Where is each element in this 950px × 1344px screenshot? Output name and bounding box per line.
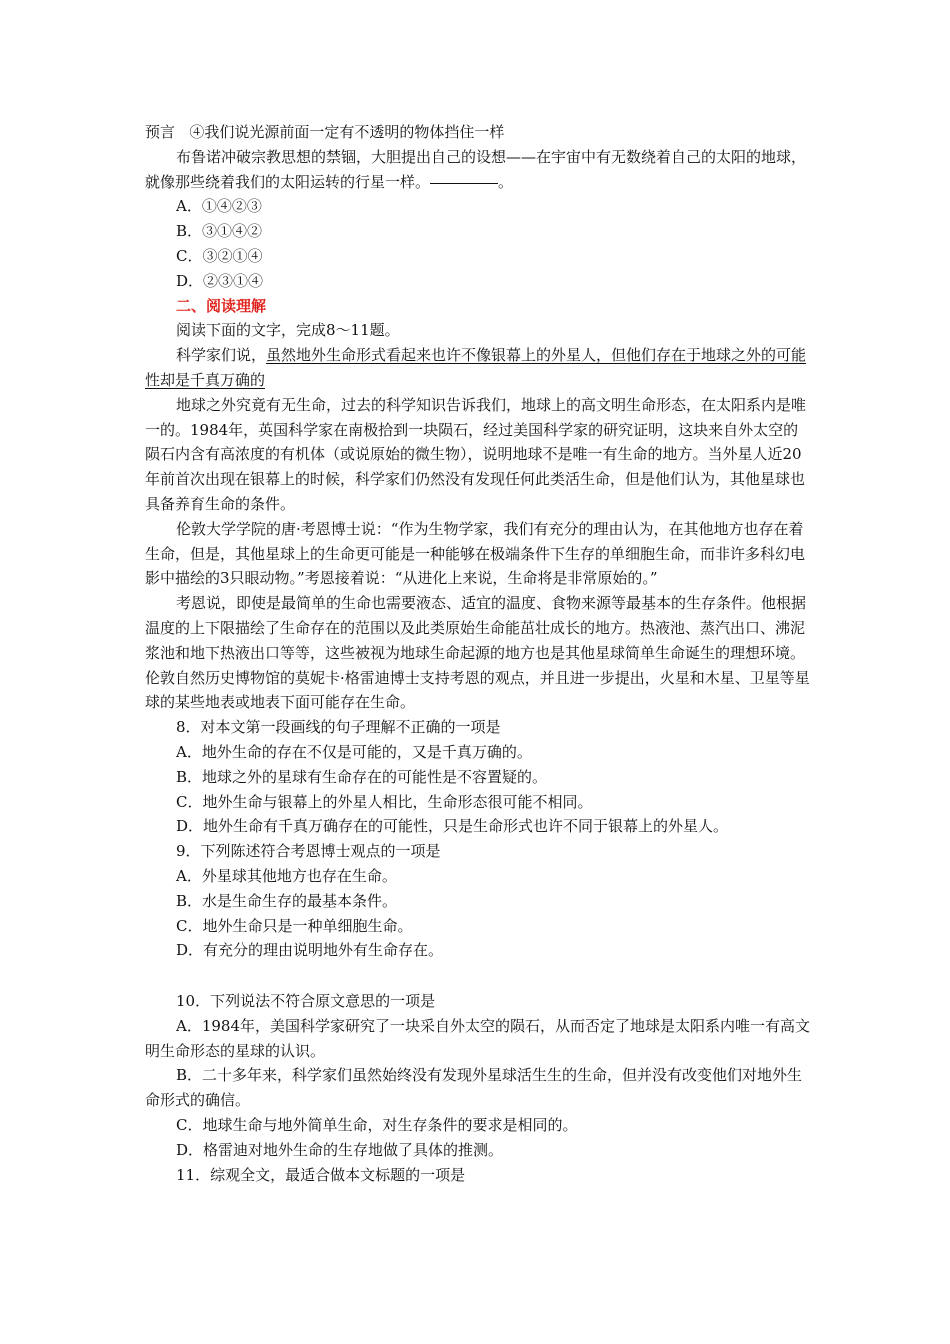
q7-option: B．③①④② (176, 222, 263, 241)
q7-option: A．①④②③ (176, 197, 262, 216)
passage-paragraph-2: 地球之外究竟有无生命，过去的科学知识告诉我们，地球上的高文明生命形态，在太阳系内是唯一的。1984年，英国科学家在南极拾到一块陨石，经过美国科学家的研究证明，这块来自外太空的陨石内含有高浓度的有机体（或说原始的微生物），说明地球不是唯一有生命的地方。当外星人近20年前首次出现在银幕上的时候，科学家们仍然没有发现任何此类活生命，但是他们认为，其他星球也具备养育生命的条件。 (145, 395, 807, 513)
q7-option: C．③②①④ (176, 246, 263, 265)
passage-paragraph-3: 伦敦大学学院的唐·考恩博士说：“作为生物学家，我们有充分的理由认为，在其他地方也存在着生命，但是，其他星球上的生命更可能是一种能够在极端条件下生存的单细胞生命，而非许多科幻电影中描绘的3只眼动物。”考恩接着说：“从进化上来说，生命将是非常原始的。” (145, 519, 806, 588)
question-8-option: C．地外生命与银幕上的外星人相比，生命形态很可能不相同。 (176, 792, 593, 811)
q7-option: D．②③①④ (176, 271, 264, 290)
question-9-stem: 9．下列陈述符合考恩博士观点的一项是 (176, 842, 441, 861)
fragment-line (145, 120, 813, 145)
reading-instruction: 阅读下面的文字，完成8～11题。 (176, 321, 400, 340)
question-10-stem: 10．下列说法不符合原文意思的一项是 (176, 992, 436, 1011)
q7-passage (145, 145, 813, 195)
question-10-option: C．地球生命与地外简单生命，对生存条件的要求是相同的。 (176, 1116, 578, 1135)
q7-passage-text: 布鲁诺冲破宗教思想的禁锢，大胆提出自己的设想——在宇宙中有无数绕着自己的太阳的地球，就像那些绕着我们的太阳运转的行星一样。 (145, 147, 807, 191)
question-9-option: C．地外生命只是一种单细胞生命。 (176, 916, 413, 935)
document-page (145, 120, 813, 1187)
question-8-option: B．地球之外的星球有生命存在的可能性是不容置疑的。 (176, 767, 548, 786)
paragraph-1-lead: 科学家们说， (176, 346, 267, 365)
question-8-option: D．地外生命有千真万确存在的可能性，只是生命形式也许不同于银幕上的外星人。 (176, 817, 729, 836)
section-heading-text: 二、阅读理解 (176, 296, 267, 315)
question-10-option: A．1984年，美国科学家研究了一块采自外太空的陨石，从而否定了地球是太阳系内唯一有高文明生命形态的星球的认识。 (145, 1016, 811, 1060)
answer-blank (430, 182, 498, 184)
passage-paragraph-1 (145, 343, 813, 393)
underlined-sentence: 虽然地外生命形式看起来也许不像银幕上的外星人，但他们存在于地球之外的可能性却是千真万确的 (145, 346, 807, 389)
question-9-option: D．有充分的理由说明地外有生命存在。 (176, 941, 444, 960)
question-9-option: B．水是生命生存的最基本条件。 (176, 891, 398, 910)
q7-blank-end: 。 (498, 172, 514, 191)
spacer (145, 963, 813, 989)
section-heading (145, 294, 813, 319)
question-11-stem: 11．综观全文，最适合做本文标题的一项是 (176, 1165, 466, 1184)
question-10-option: D．格雷迪对地外生命的生存地做了具体的推测。 (176, 1140, 504, 1159)
fragment-prefix: 预言 (145, 123, 176, 141)
question-8-stem: 8．对本文第一段画线的句子理解不正确的一项是 (176, 718, 501, 737)
fragment-item-4: ④我们说光源前面一定有不透明的物体挡住一样 (189, 123, 505, 141)
passage-paragraph-4: 考恩说，即使是最简单的生命也需要液态、适宜的温度、食物来源等最基本的生存条件。他根据温度的上下限描绘了生命存在的范围以及此类原始生命能茁壮成长的地方。热液池、蒸汽出口、沸泥浆池和地下热液出口等等，这些被视为地球生命起源的地方也是其他星球简单生命诞生的理想环境。伦敦自然历史博物馆的莫妮卡·格雷迪博士支持考恩的观点，并且进一步提出，火星和木星、卫星等星球的某些地表或地表下面可能存在生命。 (145, 594, 810, 712)
question-8-option: A．地外生命的存在不仅是可能的，又是千真万确的。 (176, 742, 532, 761)
question-9-option: A．外星球其他地方也存在生命。 (176, 866, 397, 885)
question-10-option: B．二十多年来，科学家们虽然始终没有发现外星球活生生的生命，但并没有改变他们对地外生命形式的确信。 (145, 1066, 803, 1110)
